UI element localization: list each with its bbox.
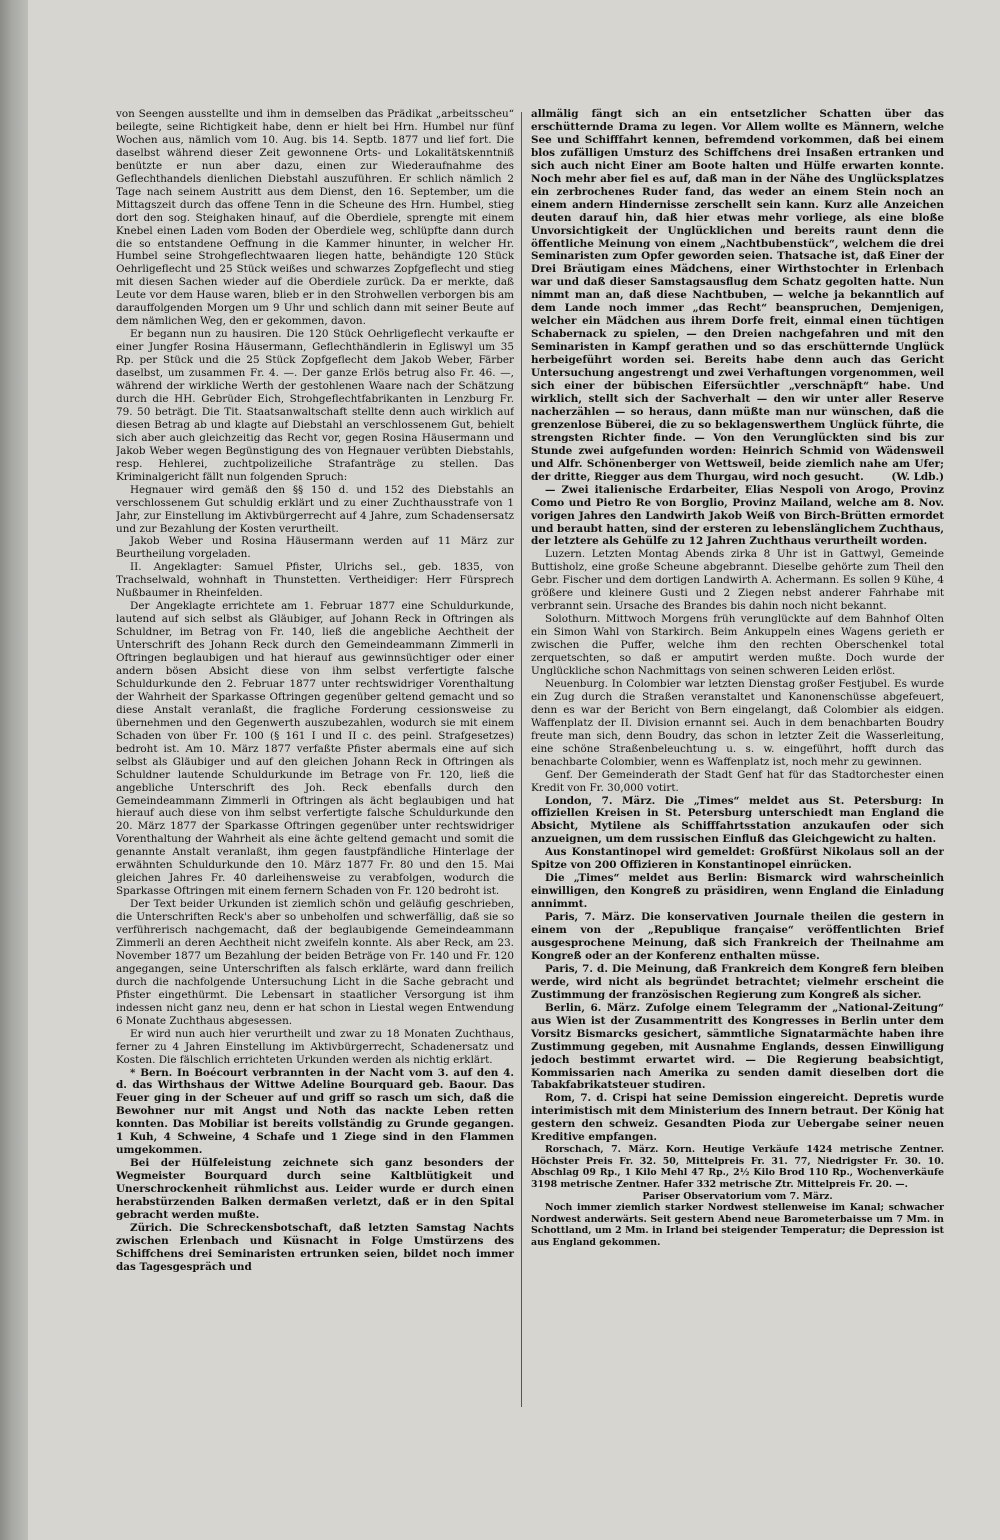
- paragraph-italian-workers: — Zwei italienische Erdarbeiter, Elias Nespoli von Arogo, Provinz Como und Pietro Re von Borglio, Provinz Mailand, welche am 8. Nov. vorigen Jahres den Landwirth Jakob Weiß von Birch-Brütten ermordet und beraubt hatten, sind der ersteren zu lebenslänglichem Zuchthaus, der letztere als Gehülfe zu 12 Jahren Zuchthaus verurtheilt worden.: [531, 483, 944, 548]
- paragraph-rorschach-market: Rorschach, 7. März. Korn. Heutige Verkäufe 1424 metrische Zentner. Höchster Preis Fr. 32. 50, Mittelpreis Fr. 31. 77, Niedrigster Fr. 30. 10. Abschlag 09 Rp., 1 Kilo Mehl 47 Rp., 2½ Kilo Brod 110 Rp., Wochenverkäufe 3198 metrische Zentner. Hafer 332 metrische Ztr. Mittelpreis Fr. 20. —.: [531, 1144, 944, 1191]
- source-signature: (W. Ldb.): [891, 470, 944, 483]
- paragraph-pfister-charges: Der Angeklagte errichtete am 1. Februar 1877 eine Schuldurkunde, lautend auf sich selbst als Gläubiger, auf Johann Reck in Oftringen als Schuldner, im Betrag von Fr. 140, ließ die angebliche Aechtheit der Unterschrift des Johann Reck durch den Gemeindeammann Zimmerli in Oftringen beglaubigen und hat hierauf aus gewinnsüchtiger oder einer andern bösen Absicht diese von ihm selbst verfertigte falsche Schuldurkunde den 2. Februar 1877 unter rechtswidriger Vorenthaltung der Wahrheit der Sparkasse Oftringen gegenüber geltend gemacht und so diese Anstalt veranlaßt, die fragliche Forderung cessionsweise zu übernehmen und den Gegenwerth auszubezahlen, wodurch sie mit einem Schaden von über Fr. 100 (§ 161 I und II c. des peinl. Strafgesetzes) bedroht ist. Am 10. März 1877 verfaßte Pfister abermals eine auf sich selbst als Gläubiger und auf den gleichen Johann Reck in Oftringen als Schuldner lautende Schuldurkunde im Betrage von Fr. 120, ließ die angebliche Unterschrift des Joh. Reck ebenfalls durch den Gemeindeammann Zimmerli in Oftringen als ächt beglaubigen und hat hierauf auch diese von ihm selbst verfertigte falsche Schuldurkunde den 20. März 1877 der Sparkasse Oftringen gegenüber unter rechtswidriger Vorenthaltung der Wahrheit als eine ächte geltend gemacht und somit die genannte Anstalt veranlaßt, ihm gegen faustpfändliche Hinterlage der erwähnten Schuldurkunde den 10. März 1877 Fr. 80 und den 15. Mai gleichen Jahres Fr. 40 darleihensweise zu verabfolgen, wodurch die Sparkasse Oftringen mit einem fernern Schaden von Fr. 120 bedroht ist.: [116, 600, 514, 898]
- paragraph-hausiren: Er begann nun zu hausiren. Die 120 Stück Oehrligeflecht verkaufte er einer Jungfer Rosina Häusermann, Geflechthändlerin in Egliswyl um 35 Rp. per Stück und die 25 Stück Zopfgeflecht dem Jakob Weber, Färber daselbst, um zusammen Fr. 4. —. Der ganze Erlös betrug also Fr. 46. —, während der wirkliche Werth der gestohlenen Waare nach der Schätzung durch die HH. Gebrüder Eich, Strohgeflechtfabrikanten in Lenzburg Fr. 79. 50 beträgt. Die Tit. Staatsanwaltschaft stellte denn auch wirklich auf diesen Betrag ab und klagte auf Diebstahl an verschlossenem Gut, behielt sich aber auch gleichzeitig das Recht vor, gegen Rosina Häusermann und Jakob Weber wegen Begünstigung des von Hegnauer verübten Diebstahls, resp. Hehlerei, zuchtpolizeiliche Strafanträge zu stellen. Das Kriminalgericht fällt nun folgenden Spruch:: [116, 328, 514, 483]
- paragraph-bern-rescue: Bei der Hülfeleistung zeichnete sich ganz besonders der Wegmeister Bourquard durch seine Kaltblütigkeit und Unerschrockenheit rühmlichst aus. Leider wurde er durch einen herabstürzenden Balken dermaßen verletzt, daß er in den Spital gebracht werden mußte.: [116, 1157, 514, 1222]
- paragraph-berlin: Berlin, 6. März. Zufolge einem Telegramm der „National-Zeitung“ aus Wien ist der Zusammentritt des Kongresses in Berlin unter dem Vorsitz Bismarcks gesichert, sämmtliche Signatarmächte haben ihre Zustimmung gegeben, mit Ausnahme Englands, dessen Einwilligung jedoch bestimmt erwartet wird. — Die Regierung beabsichtigt, Kommissarien nach Amerika zu senden damit dieselben dort die Tabakfabrikatsteuer studiren.: [531, 1001, 944, 1092]
- weather-heading: Pariser Observatorium vom 7. März.: [642, 1190, 833, 1202]
- left-column: [116, 108, 514, 1428]
- paragraph-defendant-pfister: II. Angeklagter: Samuel Pfister, Ulrichs sel., geb. 1835, von Trachselwald, wohnhaft in Thunstetten. Vertheidiger: Herr Fürsprech Nußbaumer in Rheinfelden.: [116, 561, 514, 600]
- paragraph-zurich: Zürich. Die Schreckensbotschaft, daß letzten Samstag Nachts zwischen Erlenbach und Küsnacht in Folge Umstürzens des Schiffchens drei Seminaristen ertrunken seien, bildet noch immer das Tagesgespräch und: [116, 1221, 514, 1273]
- column-divider: [521, 112, 522, 1407]
- page-left-edge: [0, 0, 28, 1540]
- paragraph-weather: Noch immer ziemlich starker Nordwest stellenweise im Kanal; schwacher Nordwest anderwärts. Seit gestern Abend neue Barometerbaisse um 7 Mm. in Schottland, um 2 Mm. in Irland bei steigender Temperatur; die Depression ist aus England gekommen.: [531, 1202, 944, 1248]
- paragraph-zurich-cont-text: allmälig fängt sich an ein entsetzlicher Schatten über das erschütternde Drama zu legen. Vor Allem wollte es Männern, welche See und Schifffahrt kennen, befremdend vorkommen, daß bei einem blos zufälligen Umsturz des Schiffchens drei Insaßen ertranken und sich auch nicht Einer am Boote halten und Hülfe erwarten konnte. Noch mehr aber fiel es auf, daß man in der Nähe des Unglücksplatzes ein zerbrochenes Ruder fand, das weder an einem Stein noch an einem andern Hindernisse zerschellt sein kann. Kurz alle Anzeichen deuten darauf hin, daß hier etwas mehr vorliege, als eine bloße Unvorsichtigkeit der Unglücklichen und bereits raunt denn die öffentliche Meinung von einem „Nachtbubenstück“, welchem die drei Seminaristen zum Opfer geworden seien. Thatsache ist, daß Einer der Drei Bräutigam eines Mädchens, einer Wirthstochter in Erlenbach war und daß dieser Samstagsausflug dem Schatz gegolten hatte. Nun nimmt man an, daß diese Nachtbuben, — welche ja bekanntlich auf dem Lande noch immer „das Recht“ beanspruchen, Demjenigen, welcher ein Mädchen aus ihrem Dorfe freit, einmal einen tüchtigen Schabernack zu spielen, — den Dreien nachgefahren und mit den Seminaristen in Kampf gerathen und so das erschütternde Unglück herbeigeführt worden sei. Bereits habe denn auch das Gericht Untersuchung angestrengt und zwei Verhaftungen vorgenommen, weil sich einer der bübischen Eifersüchtler „verschnäpft“ habe. Und wirklich, stellt sich der Sachverhalt — den wir unter aller Reserve nacherzählen — so heraus, dann müßte man nur wünschen, daß die grenzenlose Büberei, die zu so beklagenswerthem Unglück führte, die strengsten Richter finde. — Von den Verunglückten sind bis zur Stunde zwei aufgefunden worden: Heinrich Schmid von Wädensweil und Alfr. Schönenberger von Wettsweil, beide ziemlich nahe am Ufer; der dritte, Riegger aus dem Thurgau, wird noch gesucht.: [531, 108, 944, 483]
- paragraph-solothurn: Solothurn. Mittwoch Morgens früh verunglückte auf dem Bahnhof Olten ein Simon Wahl von Starkirch. Beim Ankuppeln eines Wagens gerieth er zwischen die Puffer, welche ihm den rechten Oberschenkel total zerquetschten, so daß er amputirt werden mußte. Doch wurde der Unglückliche schon Nachmittags von seinen schweren Leiden erlöst.: [531, 613, 944, 677]
- paragraph-paris-2: Paris, 7. d. Die Meinung, daß Frankreich dem Kongreß fern bleiben werde, wird nicht als begründet betrachtet; vielmehr erscheint die Zustimmung der französischen Regierung zum Kongreß als sicher.: [531, 962, 944, 1001]
- paragraph-genf: Genf. Der Gemeinderath der Stadt Genf hat für das Stadtorchester einen Kredit von Fr. 30,000 votirt.: [531, 768, 944, 794]
- paragraph-bern-fire: * Bern. In Boécourt verbrannten in der Nacht vom 3. auf den 4. d. das Wirthshaus der Wittwe Adeline Bourquard geb. Baour. Das Feuer ging in der Scheuer auf und griff so rasch um sich, daß die Bewohner nur mit Angst und Noth das nackte Leben retten konnten. Das Mobiliar ist bereits vollständig zu Grunde gegangen. 1 Kuh, 4 Schweine, 4 Schafe und 1 Ziege sind in den Flammen umgekommen.: [116, 1066, 514, 1157]
- paragraph-rom: Rom, 7. d. Crispi hat seine Demission eingereicht. Depretis wurde interimistisch mit dem Ministerium des Innern betraut. Der König hat gestern den schweiz. Gesandten Pioda zur Uebergabe seiner neuen Kreditive empfangen.: [531, 1092, 944, 1144]
- right-column: [531, 108, 944, 1413]
- paragraph-neuenburg: Neuenburg. In Colombier war letzten Dienstag großer Festjubel. Es wurde ein Zug durch die Straßen veranstaltet und Kanonenschüsse abgefeuert, denn es war der Bericht von Bern eingelangt, daß Colombier als eidgen. Waffenplatz der II. Division ernannt sei. Auch in dem benachbarten Boudry freute man sich, denn Boudry, das schon in letzter Zeit die Wasserleitung, eine schöne Straßenbeleuchtung u. s. w. eingeführt, hofft durch das benachbarte Colombier, wenn es Waffenplatz ist, noch mehr zu gewinnen.: [531, 677, 944, 768]
- paragraph-zurich-cont: [531, 108, 944, 484]
- paragraph-london: London, 7. März. Die „Times“ meldet aus St. Petersburg: In offiziellen Kreisen in St. Petersburg unterschiedt man England die Absicht, Mytilene als Schifffahrtsstation anzukaufen oder sich anzueignen, um dem russischen Einfluß das Gleichgewicht zu halten.: [531, 794, 944, 846]
- paragraph-verdict-pfister: Er wird nun auch hier verurtheilt und zwar zu 18 Monaten Zuchthaus, ferner zu 4 Jahren Einstellung im Aktivbürgerrecht, Schadenersatz und Kosten. Die fälschlich errichteten Urkunden werden als nichtig erklärt.: [116, 1027, 514, 1066]
- paragraph-paris-1: Paris, 7. März. Die konservativen Journale theilen die gestern in einem von der „Republique française“ veröffentlichten Brief ausgesprochene Meinung, daß sich Frankreich der Theilnahme am Kongreß oder an der Konferenz enthalten müsse.: [531, 911, 944, 962]
- paragraph-documents: Der Text beider Urkunden ist ziemlich schön und geläufig geschrieben, die Unterschriften Reck's aber so unbeholfen und schwerfällig, daß sie so verführerisch nachgemacht, daß der beglaubigende Gemeindeammann Zimmerli an deren Aechtheit nicht zweifeln konnte. Als aber Reck, am 23. November 1877 um Bezahlung der beiden Beträge von Fr. 140 und Fr. 120 angegangen, seine Unterschriften als falsch erklärte, ward dann freilich durch die nachfolgende Untersuchung Licht in die Sache gebracht und Pfister eingethürmt. Die Lebensart in staatlicher Versorgung ist ihm indessen nicht ganz neu, denn er hat schon in Liestal wegen Entwendung 6 Monate Zuchthaus abgesessen.: [116, 898, 514, 1027]
- paragraph-konstantinopel: Aus Konstantinopel wird gemeldet: Großfürst Nikolaus soll an der Spitze von 200 Offizieren in Konstantinopel einrücken.: [531, 846, 944, 872]
- paragraph-hegnauer-intro: von Seengen ausstellte und ihm in demselben das Prädikat „arbeitsscheu“ beilegte, seine Richtigkeit habe, denn er hielt bei Hrn. Humbel nur fünf Wochen aus, nämlich vom 10. Aug. bis 14. Septb. 1877 und lief fort. Die daselbst während dieser Zeit gewonnene Orts- und Lokalitätskenntniß benützte er nun aber dazu, einen zur Wiederaufnahme des Geflechthandels dienlichen Diebstahl auszuführen. Er schlich nämlich 2 Tage nach seinem Austritt aus dem Dienst, den 16. September, um die Mittagszeit durch das offene Tenn in die Scheune des Hrn. Humbel, stieg dort den sog. Steighaken hinauf, auf die Oberdiele, sprengte mit einem Knebel einen Laden vom Boden der Oberdiele weg, schlüpfte dann durch die so entstandene Oeffnung in die Kammer hinunter, in welcher Hr. Humbel seine Strohgeflechtwaaren liegen hatte, behändigte 120 Stück Oehrligeflecht und 25 Stück weißes und schwarzes Zopfgeflecht und stieg mit diesen Sachen wieder auf die Oberdiele zurück. Da er merkte, daß Leute vor dem Hause waren, blieb er in den Strohwellen verborgen bis am darauffolgenden Morgen um 9 Uhr und schlich dann mit seiner Beute auf dem nämlichen Weg, den er gekommen, davon.: [116, 108, 514, 328]
- paragraph-luzern: Luzern. Letzten Montag Abends zirka 8 Uhr ist in Gattwyl, Gemeinde Buttisholz, eine große Scheune abgebrannt. Dieselbe gehörte zum Theil den Gebr. Fischer und dem dortigen Landwirth A. Achermann. Es sollen 9 Kühe, 4 größere und kleinere Gusti und 2 Ziegen nebst anderer Fahrhabe mit verbrannt sein. Ursache des Brandes bis dahin noch nicht bekannt.: [531, 548, 944, 613]
- paragraph-verdict-hegnauer: Hegnauer wird gemäß den §§ 150 d. und 152 des Diebstahls an verschlossenem Gut schuldig erklärt und zu einer Zuchthausstrafe von 1 Jahr, zur Einstellung im Aktivbürgerrecht auf 4 Jahre, zum Schadensersatz und zur Bezahlung der Kosten verurtheilt.: [116, 483, 514, 535]
- bleed-through-masthead: [195, 45, 895, 105]
- paragraph-times-berlin: Die „Times“ meldet aus Berlin: Bismarck wird wahrscheinlich einwilligen, den Kongreß zu präsidiren, wenn England die Einladung annimmt.: [531, 872, 944, 911]
- paragraph-summons: Jakob Weber und Rosina Häusermann werden auf 11 März zur Beurtheilung vorgeladen.: [116, 535, 514, 561]
